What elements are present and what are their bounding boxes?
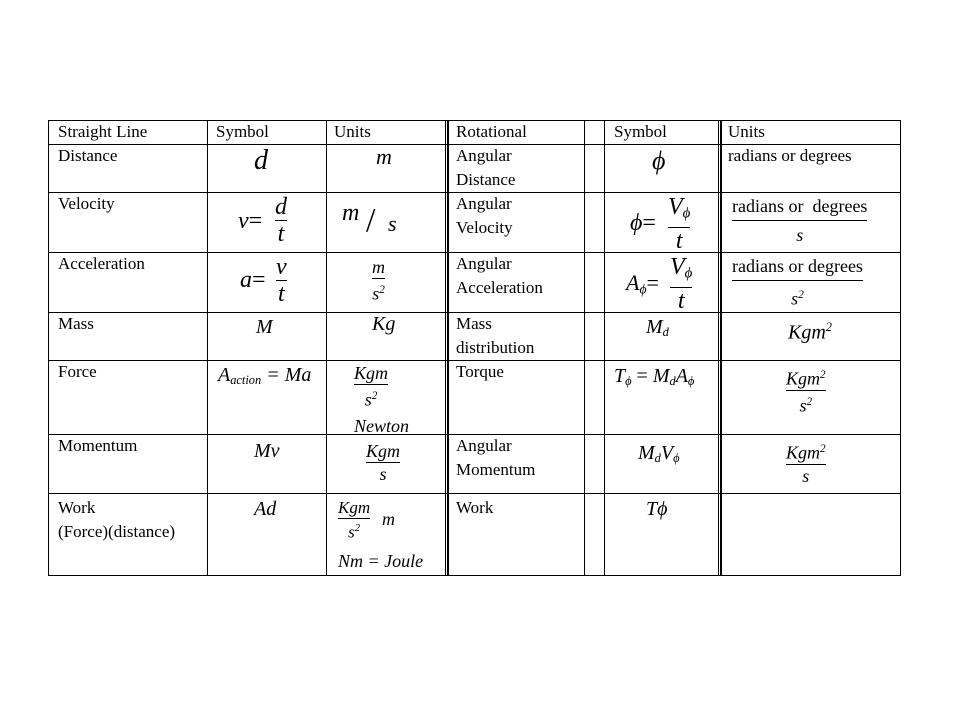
denominator-exponent: 2	[806, 395, 813, 408]
fraction-numerator	[786, 438, 826, 464]
fraction-denominator	[791, 283, 804, 311]
rotational-quantity: Angular Momentum	[456, 436, 536, 479]
denominator-base: s	[791, 288, 799, 309]
symbol-subscript: ϕ	[687, 374, 695, 389]
rotational-unit-fraction	[732, 194, 867, 247]
fraction-denominator: t	[277, 281, 285, 307]
linear-quantity: Momentum	[58, 436, 138, 455]
denominator-base: s	[348, 522, 355, 542]
rotational-symbol	[630, 210, 656, 236]
fraction-denominator	[372, 279, 385, 305]
rotational-quantity: Angular Distance	[456, 146, 516, 189]
rotational-quantity: Torque	[456, 362, 504, 381]
linear-unit: m	[376, 144, 392, 169]
linear-quantity: Work (Force)(distance)	[58, 498, 176, 541]
denominator-base: s	[799, 395, 807, 416]
linear-unit-denominator: s	[388, 211, 397, 236]
symbol-part: M	[638, 442, 655, 464]
column-divider	[718, 120, 719, 576]
numerator-exponent: 2	[820, 443, 826, 455]
denominator-base: s	[372, 283, 380, 304]
linear-quantity: Velocity	[58, 194, 115, 213]
fraction-denominator: t	[677, 287, 685, 314]
linear-symbol: M	[256, 316, 273, 338]
header-symbol-rotational: Symbol	[614, 122, 667, 141]
fraction-denominator	[348, 519, 360, 542]
fraction-numerator	[668, 194, 690, 227]
slash-divider: /	[366, 202, 376, 239]
unit-exponent: 2	[825, 320, 832, 334]
fraction-numerator: Kgm	[366, 441, 401, 461]
rotational-symbol-fraction	[670, 254, 692, 314]
numerator-exponent: 2	[820, 369, 826, 381]
fraction-denominator: s	[796, 225, 804, 245]
fraction-numerator: v	[276, 254, 287, 280]
symbol-lhs: v	[238, 208, 249, 234]
rotational-symbol: Tϕ	[646, 498, 668, 520]
linear-symbol: Ad	[254, 498, 277, 520]
fraction-denominator	[800, 391, 813, 417]
column-divider	[720, 120, 722, 576]
numerator-base: Kgm	[786, 442, 821, 463]
rotational-unit	[788, 314, 832, 345]
fraction-numerator: d	[275, 194, 287, 220]
linear-quantity: Force	[58, 362, 97, 381]
rotational-symbol	[638, 440, 680, 471]
numerator-base: V	[668, 194, 683, 220]
denominator-base: s	[364, 389, 372, 410]
linear-unit: Kg	[372, 313, 396, 335]
rotational-symbol	[626, 270, 659, 302]
column-divider	[326, 120, 327, 576]
header-symbol-linear: Symbol	[216, 122, 269, 141]
fraction-numerator: Kgm	[338, 498, 371, 517]
column-divider	[584, 120, 585, 576]
fraction-numerator	[786, 364, 826, 390]
equals-sign: =	[646, 270, 659, 295]
symbol-lhs: A	[626, 270, 640, 295]
symbol-subscript: d	[654, 451, 661, 466]
linear-unit-name: Newton	[354, 416, 410, 436]
fraction-numerator: m	[372, 257, 385, 277]
symbol-part: M	[652, 365, 670, 387]
numerator-subscript: ϕ	[684, 265, 693, 282]
rotational-symbol-fraction	[668, 194, 690, 254]
table-border-left	[48, 120, 49, 576]
fraction-denominator: s	[379, 464, 387, 484]
symbol-subscript: d	[669, 374, 676, 389]
table-border-bottom	[48, 575, 901, 576]
symbol-part: T	[614, 365, 626, 387]
denominator-exponent: 2	[379, 284, 385, 296]
fraction-bar	[732, 220, 867, 221]
symbol-part: A	[675, 365, 688, 387]
linear-symbol-fraction	[275, 194, 287, 247]
fraction-bar	[732, 280, 863, 281]
numerator-base: V	[670, 254, 685, 280]
linear-symbol: d	[254, 145, 268, 176]
fraction-denominator: t	[675, 227, 683, 254]
header-straight-line: Straight Line	[58, 122, 148, 141]
rotational-symbol: ϕ	[652, 146, 666, 175]
header-rotational: Rotational	[456, 122, 527, 141]
equals-sign: =	[642, 210, 656, 236]
header-units-rotational: Units	[728, 122, 765, 141]
rotational-quantity: Angular Acceleration	[456, 254, 543, 297]
symbol-base: M	[646, 316, 663, 338]
symbol-lhs-subscript: ϕ	[639, 281, 647, 297]
rotational-quantity: Mass distribution	[456, 314, 535, 357]
rotational-unit-fraction	[786, 364, 826, 416]
column-divider	[445, 120, 446, 576]
fraction-numerator: Kgm	[354, 363, 389, 383]
symbol-subscript: ϕ	[673, 451, 680, 466]
fraction-numerator: radians or degrees	[732, 196, 868, 216]
denominator-exponent: 2	[354, 523, 360, 534]
linear-unit-numerator: m	[342, 200, 360, 226]
row-divider	[48, 493, 901, 494]
linear-quantity: Distance	[58, 146, 118, 165]
header-units-linear: Units	[334, 122, 371, 141]
numerator-base: Kgm	[786, 368, 821, 389]
symbol-subscript: action	[230, 373, 262, 388]
equals-sign: =	[252, 267, 266, 293]
linear-symbol	[240, 267, 266, 293]
symbol-rest: = Ma	[261, 364, 312, 386]
column-divider	[447, 120, 449, 576]
fraction-denominator: s	[802, 465, 810, 486]
fraction-denominator	[365, 385, 378, 411]
column-divider	[207, 120, 208, 576]
symbol-lhs: ϕ	[630, 210, 643, 236]
symbol-subscript: d	[662, 325, 669, 340]
denominator-exponent: 2	[371, 390, 378, 402]
linear-quantity: Acceleration	[58, 254, 145, 273]
linear-unit-fraction	[354, 362, 388, 411]
linear-unit-multiplier: m	[382, 509, 395, 529]
rotational-symbol	[614, 364, 694, 393]
fraction-numerator	[670, 254, 692, 287]
symbol-lhs: a	[240, 267, 252, 293]
linear-symbol	[238, 208, 262, 234]
linear-symbol: Mv	[254, 440, 280, 462]
units-comparison-table	[48, 120, 901, 576]
rotational-unit-fraction	[732, 254, 863, 311]
linear-unit-fraction	[366, 440, 400, 485]
symbol-subscript: ϕ	[625, 374, 632, 389]
symbol-part: V	[660, 442, 674, 464]
linear-symbol	[218, 362, 311, 393]
fraction-numerator: radians or degrees	[732, 256, 863, 276]
column-divider	[604, 120, 605, 576]
numerator-subscript: ϕ	[682, 205, 691, 222]
symbol-base: A	[218, 364, 231, 386]
equals-sign: =	[248, 208, 263, 234]
fraction-denominator: t	[277, 221, 285, 247]
linear-unit-fraction	[338, 498, 370, 542]
linear-quantity: Mass	[58, 314, 94, 333]
rotational-unit: radians or degrees	[728, 146, 852, 165]
linear-unit-name: Nm = Joule	[338, 551, 424, 571]
rotational-symbol	[646, 314, 669, 345]
equals-sign: =	[631, 365, 653, 387]
linear-unit-fraction	[372, 256, 385, 305]
rotational-quantity: Work	[456, 498, 494, 517]
table-border-right	[900, 120, 901, 576]
rotational-unit-fraction	[786, 438, 826, 487]
denominator-exponent: 2	[798, 289, 804, 301]
rotational-quantity: Angular Velocity	[456, 194, 513, 237]
unit-base: Kgm	[788, 321, 826, 344]
linear-symbol-fraction	[276, 254, 287, 307]
